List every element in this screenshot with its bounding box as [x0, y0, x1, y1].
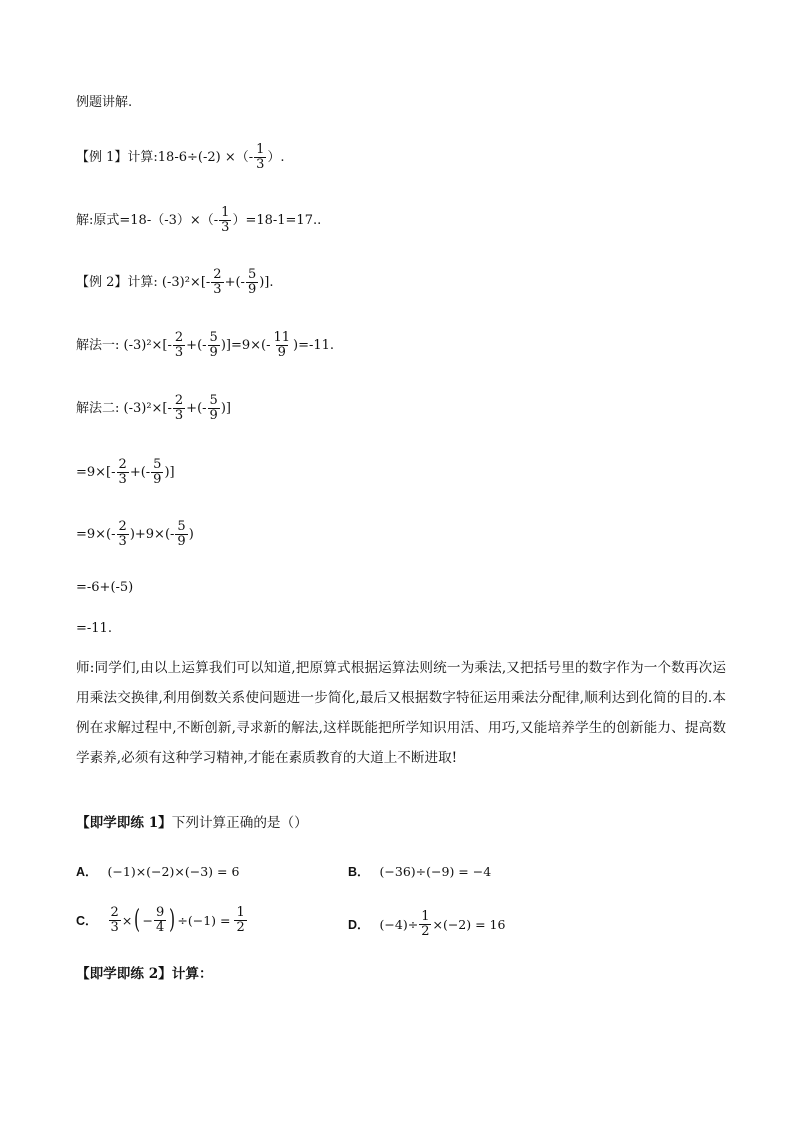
numerator: 5 — [209, 393, 218, 408]
option-b[interactable] — [348, 862, 491, 880]
denominator: 9 — [209, 344, 218, 360]
practice-1-label: 【即学即练 1】 — [76, 815, 172, 831]
method-1-mid2: )]=9×(- — [220, 337, 271, 353]
denominator: 9 — [247, 281, 257, 297]
step-2-tail: ) — [188, 526, 194, 542]
example-1-text: 计算:18-6÷(-2) ×（- — [127, 149, 254, 165]
numerator: 2 — [118, 457, 127, 472]
example-2-label: 【例 2】 — [76, 274, 128, 290]
step-1-tail: )] — [164, 464, 175, 480]
left-paren-glyph: ( — [134, 905, 141, 936]
numerator: 9 — [155, 905, 165, 920]
step-2 — [76, 520, 194, 548]
example-2-tail: )]. — [259, 274, 274, 290]
fraction — [234, 906, 246, 934]
option-c-times: × — [121, 912, 133, 928]
fraction — [211, 268, 223, 296]
method-1-text: 解法一: (-3)²×[- — [76, 337, 172, 353]
denominator: 3 — [256, 156, 265, 172]
example-1-label: 【例 1】 — [76, 149, 128, 165]
fraction — [219, 206, 231, 234]
option-d-pre: (−4)÷ — [379, 916, 419, 932]
fraction — [208, 331, 220, 359]
fraction — [419, 910, 431, 938]
example-2-text: 计算: (-3)²×[- — [127, 274, 211, 290]
numerator: 5 — [209, 330, 218, 345]
method-1 — [76, 331, 334, 359]
fraction — [254, 143, 266, 171]
method-1-mid: +(- — [186, 337, 207, 353]
numerator: 5 — [247, 267, 257, 282]
intro-line — [76, 96, 132, 109]
step-4 — [76, 622, 112, 635]
solution-1-tail: ）=18-1=17.. — [232, 212, 322, 228]
denominator: 3 — [118, 471, 127, 487]
denominator: 3 — [221, 219, 230, 235]
numerator: 2 — [174, 330, 184, 345]
step-1 — [76, 458, 175, 486]
option-a-expr: (−1)×(−2)×(−3) = 6 — [107, 863, 240, 879]
example-1-tail: ）. — [267, 149, 285, 165]
method-2 — [76, 394, 231, 422]
fraction — [173, 394, 185, 422]
practice-1-text: 下列计算正确的是（） — [171, 815, 308, 831]
numerator: 5 — [153, 457, 162, 472]
numerator: 2 — [174, 393, 184, 408]
right-paren-glyph: ) — [169, 905, 176, 936]
fraction — [271, 331, 292, 359]
numerator: 1 — [421, 909, 430, 924]
denominator: 2 — [421, 923, 430, 939]
method-2-text: 解法二: (-3)²×[- — [76, 400, 172, 416]
option-a-label: A． — [76, 865, 98, 879]
practice-2-text: 计算： — [171, 966, 213, 982]
option-c[interactable] — [76, 906, 248, 934]
step-1-text: =9×[- — [76, 464, 116, 480]
teacher-paragraph — [76, 653, 726, 773]
denominator: 9 — [209, 407, 218, 423]
denominator: 3 — [213, 281, 222, 297]
practice-2 — [76, 968, 213, 982]
option-d-label: D． — [348, 918, 370, 933]
solution-1 — [76, 206, 321, 234]
intro-text: 例题讲解. — [76, 95, 133, 110]
example-2-mid: +(- — [224, 274, 245, 290]
method-1-tail: )=-11. — [293, 337, 335, 353]
denominator: 2 — [236, 919, 245, 935]
option-d[interactable] — [348, 910, 505, 938]
numerator: 1 — [236, 905, 245, 920]
option-a[interactable] — [76, 862, 239, 880]
step-4-text: =-11. — [76, 621, 112, 636]
numerator: 2 — [213, 267, 222, 282]
example-2 — [76, 268, 274, 296]
denominator: 3 — [110, 919, 119, 935]
step-1-mid: +(- — [129, 464, 151, 480]
denominator: 4 — [155, 919, 165, 935]
step-2-text: =9×(- — [76, 526, 116, 542]
numerator: 2 — [110, 905, 119, 920]
method-2-tail: )] — [220, 400, 231, 416]
option-b-label: B． — [348, 865, 370, 879]
numerator: 5 — [177, 519, 186, 534]
denominator: 9 — [177, 533, 186, 549]
fraction — [117, 520, 129, 548]
step-3 — [76, 581, 133, 594]
option-b-expr: (−36)÷(−9) = −4 — [379, 863, 492, 879]
numerator: 1 — [221, 205, 230, 220]
fraction — [154, 906, 166, 934]
option-c-mid: ÷(−1) = — [177, 912, 231, 928]
method-2-mid: +(- — [186, 400, 207, 416]
option-d-tail: ×(−2) = 16 — [432, 916, 506, 932]
denominator: 9 — [153, 471, 162, 487]
fraction — [151, 458, 163, 486]
denominator: 3 — [118, 533, 127, 549]
fraction — [173, 331, 185, 359]
step-2-mid: )+9×(- — [129, 526, 175, 542]
fraction — [208, 394, 220, 422]
fraction — [117, 458, 129, 486]
option-c-label: C． — [76, 914, 98, 929]
fraction — [175, 520, 187, 548]
denominator: 3 — [174, 407, 184, 423]
fraction — [246, 268, 258, 296]
fraction — [109, 906, 121, 934]
numerator: 1 — [256, 142, 265, 157]
minus-sign: − — [142, 912, 153, 928]
solution-1-text: 解:原式=18-（-3）×（- — [76, 212, 219, 228]
practice-1 — [76, 817, 308, 831]
numerator: 11 — [273, 330, 291, 345]
numerator: 2 — [118, 519, 127, 534]
example-1 — [76, 143, 285, 171]
denominator: 3 — [174, 344, 184, 360]
step-3-text: =-6+(-5) — [76, 580, 134, 595]
teacher-text: 师:同学们,由以上运算我们可以知道,把原算式根据运算法则统一为乘法,又把括号里的数字作为一个数再次运用乘法交换律,利用倒数关系使问题进一步简化,最后又根据数字特征运用乘法分配律,顺利达到化简的目的.本例在求解过程中,不断创新,寻求新的解法,这样既能把所学知识用活、用巧,又能培养学生的创新能力、提高数学素养,必须有这种学习精神,才能在素质教育的大道上不断进取! — [76, 660, 726, 766]
practice-2-label: 【即学即练 2】 — [76, 966, 172, 982]
denominator: 9 — [277, 344, 286, 360]
